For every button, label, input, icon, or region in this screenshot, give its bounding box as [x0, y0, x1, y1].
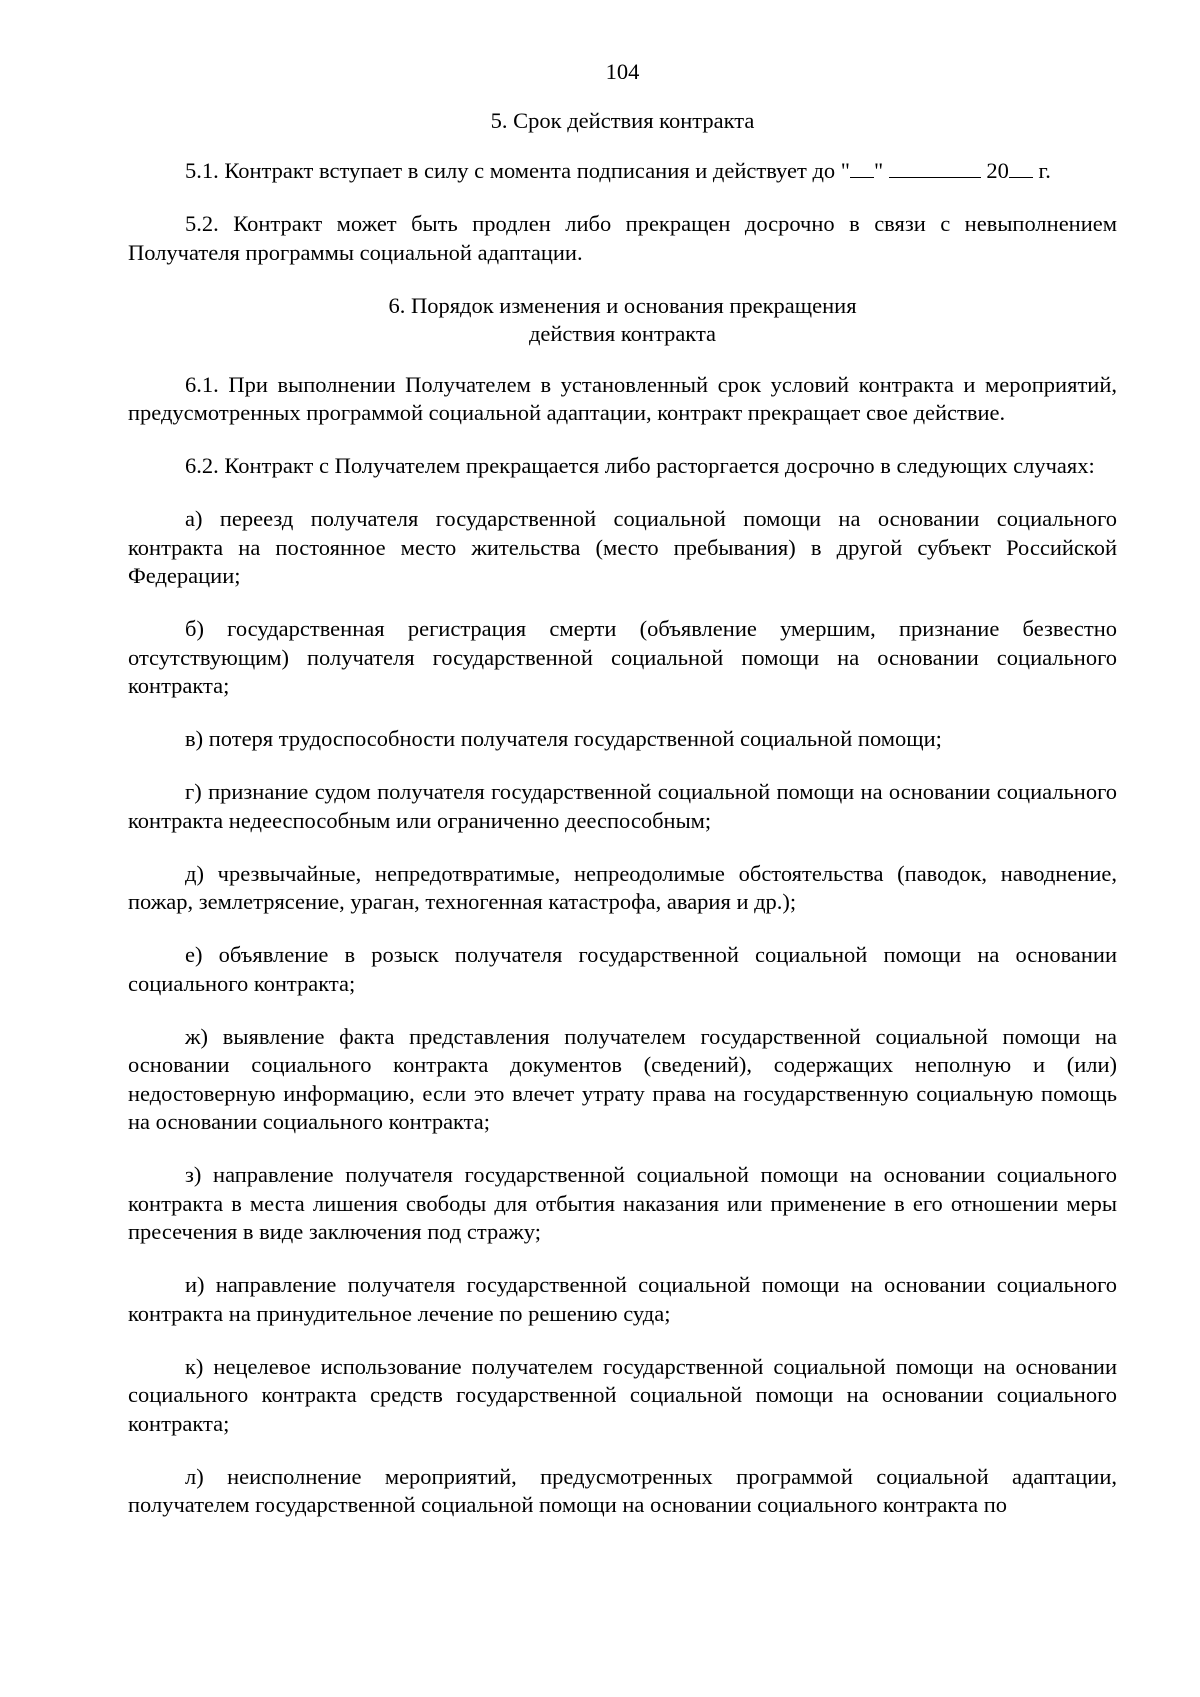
list-item-zh: ж) выявление факта представления получателем государственной социальной помощи на основании социального контракта документов (сведений), содержащих неполную и (или) недостоверную информацию, если это влечет утрату права на государственную социальную помощь на основании социального контракта; — [128, 1023, 1117, 1134]
section-5-heading: 5. Срок действия контракта — [490, 107, 755, 133]
section-6-heading — [128, 292, 1117, 349]
list-item-a: а) переезд получателя государственной социальной помощи на основании социального контракта на постоянное место жительства (место пребывания) в другой субъект Российской Федерации; — [128, 506, 1117, 588]
list-item-g: г) признание судом получателя государственной социальной помощи на основании социального контракта недееспособным или ограниченно дееспособным; — [128, 779, 1117, 833]
list-item-i: и) направление получателя государственной социальной помощи на основании социального контракта на принудительное лечение по решению суда; — [128, 1272, 1117, 1326]
day-blank — [850, 157, 874, 178]
list-item-l: л) неисполнение мероприятий, предусмотренных программой социальной адаптации, получателем государственной социальной помощи на основании социального контракта по — [128, 1463, 1117, 1517]
document-page — [128, 58, 1117, 1520]
clause-6-1: 6.1. При выполнении Получателем в установленный срок условий контракта и мероприятий, предусмотренных программой социальной адаптации, контракт прекращает свое действие. — [128, 371, 1117, 425]
section-6-heading-line-1: 6. Порядок изменения и основания прекращения — [388, 292, 857, 318]
page-number: 104 — [605, 59, 640, 84]
list-item-b: б) государственная регистрация смерти (объявление умершим, признание безвестно отсутствующим) получателя государственной социальной помощи на основании социального контракта; — [128, 616, 1117, 698]
clause-5-1-text-a: 5.1. Контракт вступает в силу с момента подписания и действует до " — [185, 158, 850, 183]
clause-5-1-text-b: " — [873, 158, 889, 183]
list-item-z: з) направление получателя государственной социальной помощи на основании социального контракта в места лишения свободы для отбытия наказания или применение в его отношении меры пресечения в виде заключения под стражу; — [128, 1162, 1117, 1244]
clause-5-1-text-c: 20 — [980, 158, 1009, 183]
year-blank — [1009, 157, 1033, 178]
list-item-k: к) нецелевое использование получателем государственной социальной помощи на основании социального контракта средств государственной социальной помощи на основании социального контракта; — [128, 1353, 1117, 1436]
clause-5-2: 5.2. Контракт может быть продлен либо прекращен досрочно в связи с невыполнением Получателя программы социальной адаптации. — [128, 211, 1117, 265]
list-item-e: е) объявление в розыск получателя государственной социальной помощи на основании социального контракта; — [128, 942, 1117, 996]
clause-5-1 — [128, 157, 1117, 186]
section-6-heading-line-2: действия контракта — [528, 321, 717, 346]
month-blank — [889, 157, 981, 178]
clause-5-1-text-d: г. — [1032, 158, 1051, 183]
clause-6-2: 6.2. Контракт с Получателем прекращается либо расторгается досрочно в следующих случаях: — [185, 453, 1095, 478]
list-item-d: д) чрезвычайные, непредотвратимые, непреодолимые обстоятельства (паводок, наводнение, пожар, землетрясение, ураган, техногенная катастрофа, авария и др.); — [128, 860, 1117, 914]
list-item-v: в) потеря трудоспособности получателя государственной социальной помощи; — [185, 726, 942, 751]
